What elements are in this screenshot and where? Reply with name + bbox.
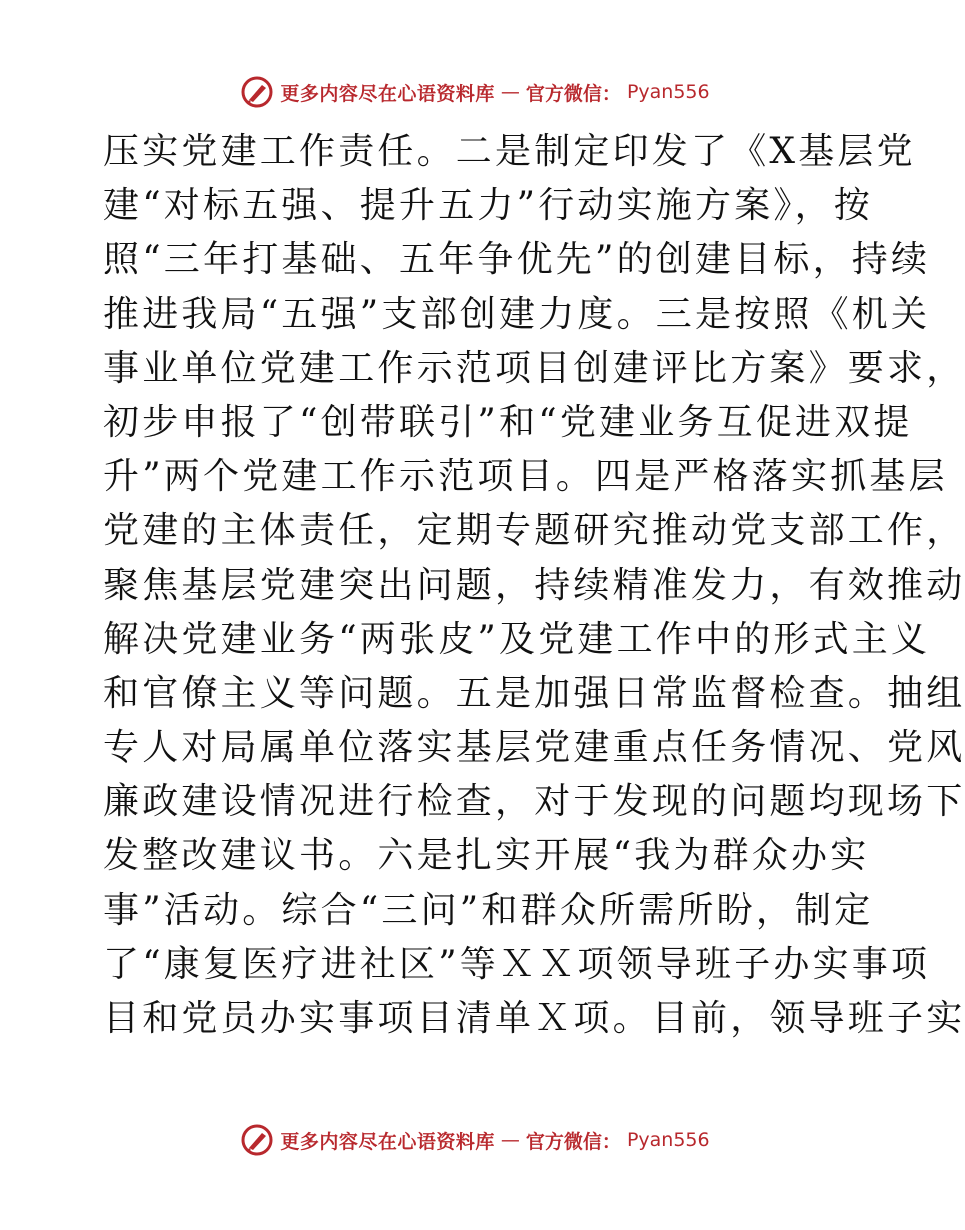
header-watermark <box>0 72 950 112</box>
quill-logo-icon <box>240 75 274 109</box>
paragraph-line: 建“对标五强、提升五力”行动实施方案》，按 <box>103 185 874 227</box>
watermark-text: 更多内容尽在心语资料库 <box>280 82 495 105</box>
quill-logo-icon <box>240 1123 274 1157</box>
paragraph-line: 初步申报了“创带联引”和“党建业务互促进双提 <box>103 401 913 443</box>
watermark-text: 更多内容尽在心语资料库 <box>280 1130 495 1153</box>
paragraph-line: 压实党建工作责任。二是制定印发了《X基层党 <box>103 131 916 172</box>
paragraph-line: 廉政建设情况进行检查，对于发现的问题均现场下 <box>103 781 965 823</box>
paragraph-line: 解决党建业务“两张皮”及党建工作中的形式主义 <box>103 618 931 660</box>
paragraph-line: 目和党员办实事项目清单Ｘ项。目前，领导班子实 <box>103 998 965 1039</box>
watermark-account: Pyan556 <box>626 81 710 103</box>
paragraph-line: 升”两个党建工作示范项目。四是严格落实抓基层 <box>103 456 948 498</box>
paragraph-line: 专人对局属单位落实基层党建重点任务情况、党风 <box>103 727 965 769</box>
paragraph-line: 发整改建议书。六是扎实开展“我为群众办实 <box>103 835 870 877</box>
paragraph-line: 事”活动。综合“三问”和群众所需所盼，制定 <box>103 889 874 931</box>
watermark-official-label: 官方微信： <box>525 82 621 105</box>
paragraph-line: 推进我局“五强”支部创建力度。三是按照《机关 <box>103 293 931 335</box>
footer-watermark <box>0 1120 950 1160</box>
paragraph-line: 了“康复医疗进社区”等ＸＸ项领导班子办实事项 <box>103 943 931 985</box>
document-body <box>103 125 965 1046</box>
watermark-account: Pyan556 <box>626 1129 710 1151</box>
watermark-separator: — <box>500 81 520 103</box>
paragraph-line: 和官僚主义等问题。五是加强日常监督检查。抽组 <box>103 672 965 714</box>
paragraph-line: 事业单位党建工作示范项目创建评比方案》要求， <box>103 347 965 389</box>
paragraph-line: 聚焦基层党建突出问题，持续精准发力，有效推动 <box>103 564 965 606</box>
paragraph-line: 照“三年打基础、五年争优先”的创建目标，持续 <box>103 239 931 281</box>
paragraph-line: 党建的主体责任，定期专题研究推动党支部工作， <box>103 510 965 552</box>
watermark-official-label: 官方微信： <box>525 1130 621 1153</box>
watermark-separator: — <box>500 1129 520 1151</box>
